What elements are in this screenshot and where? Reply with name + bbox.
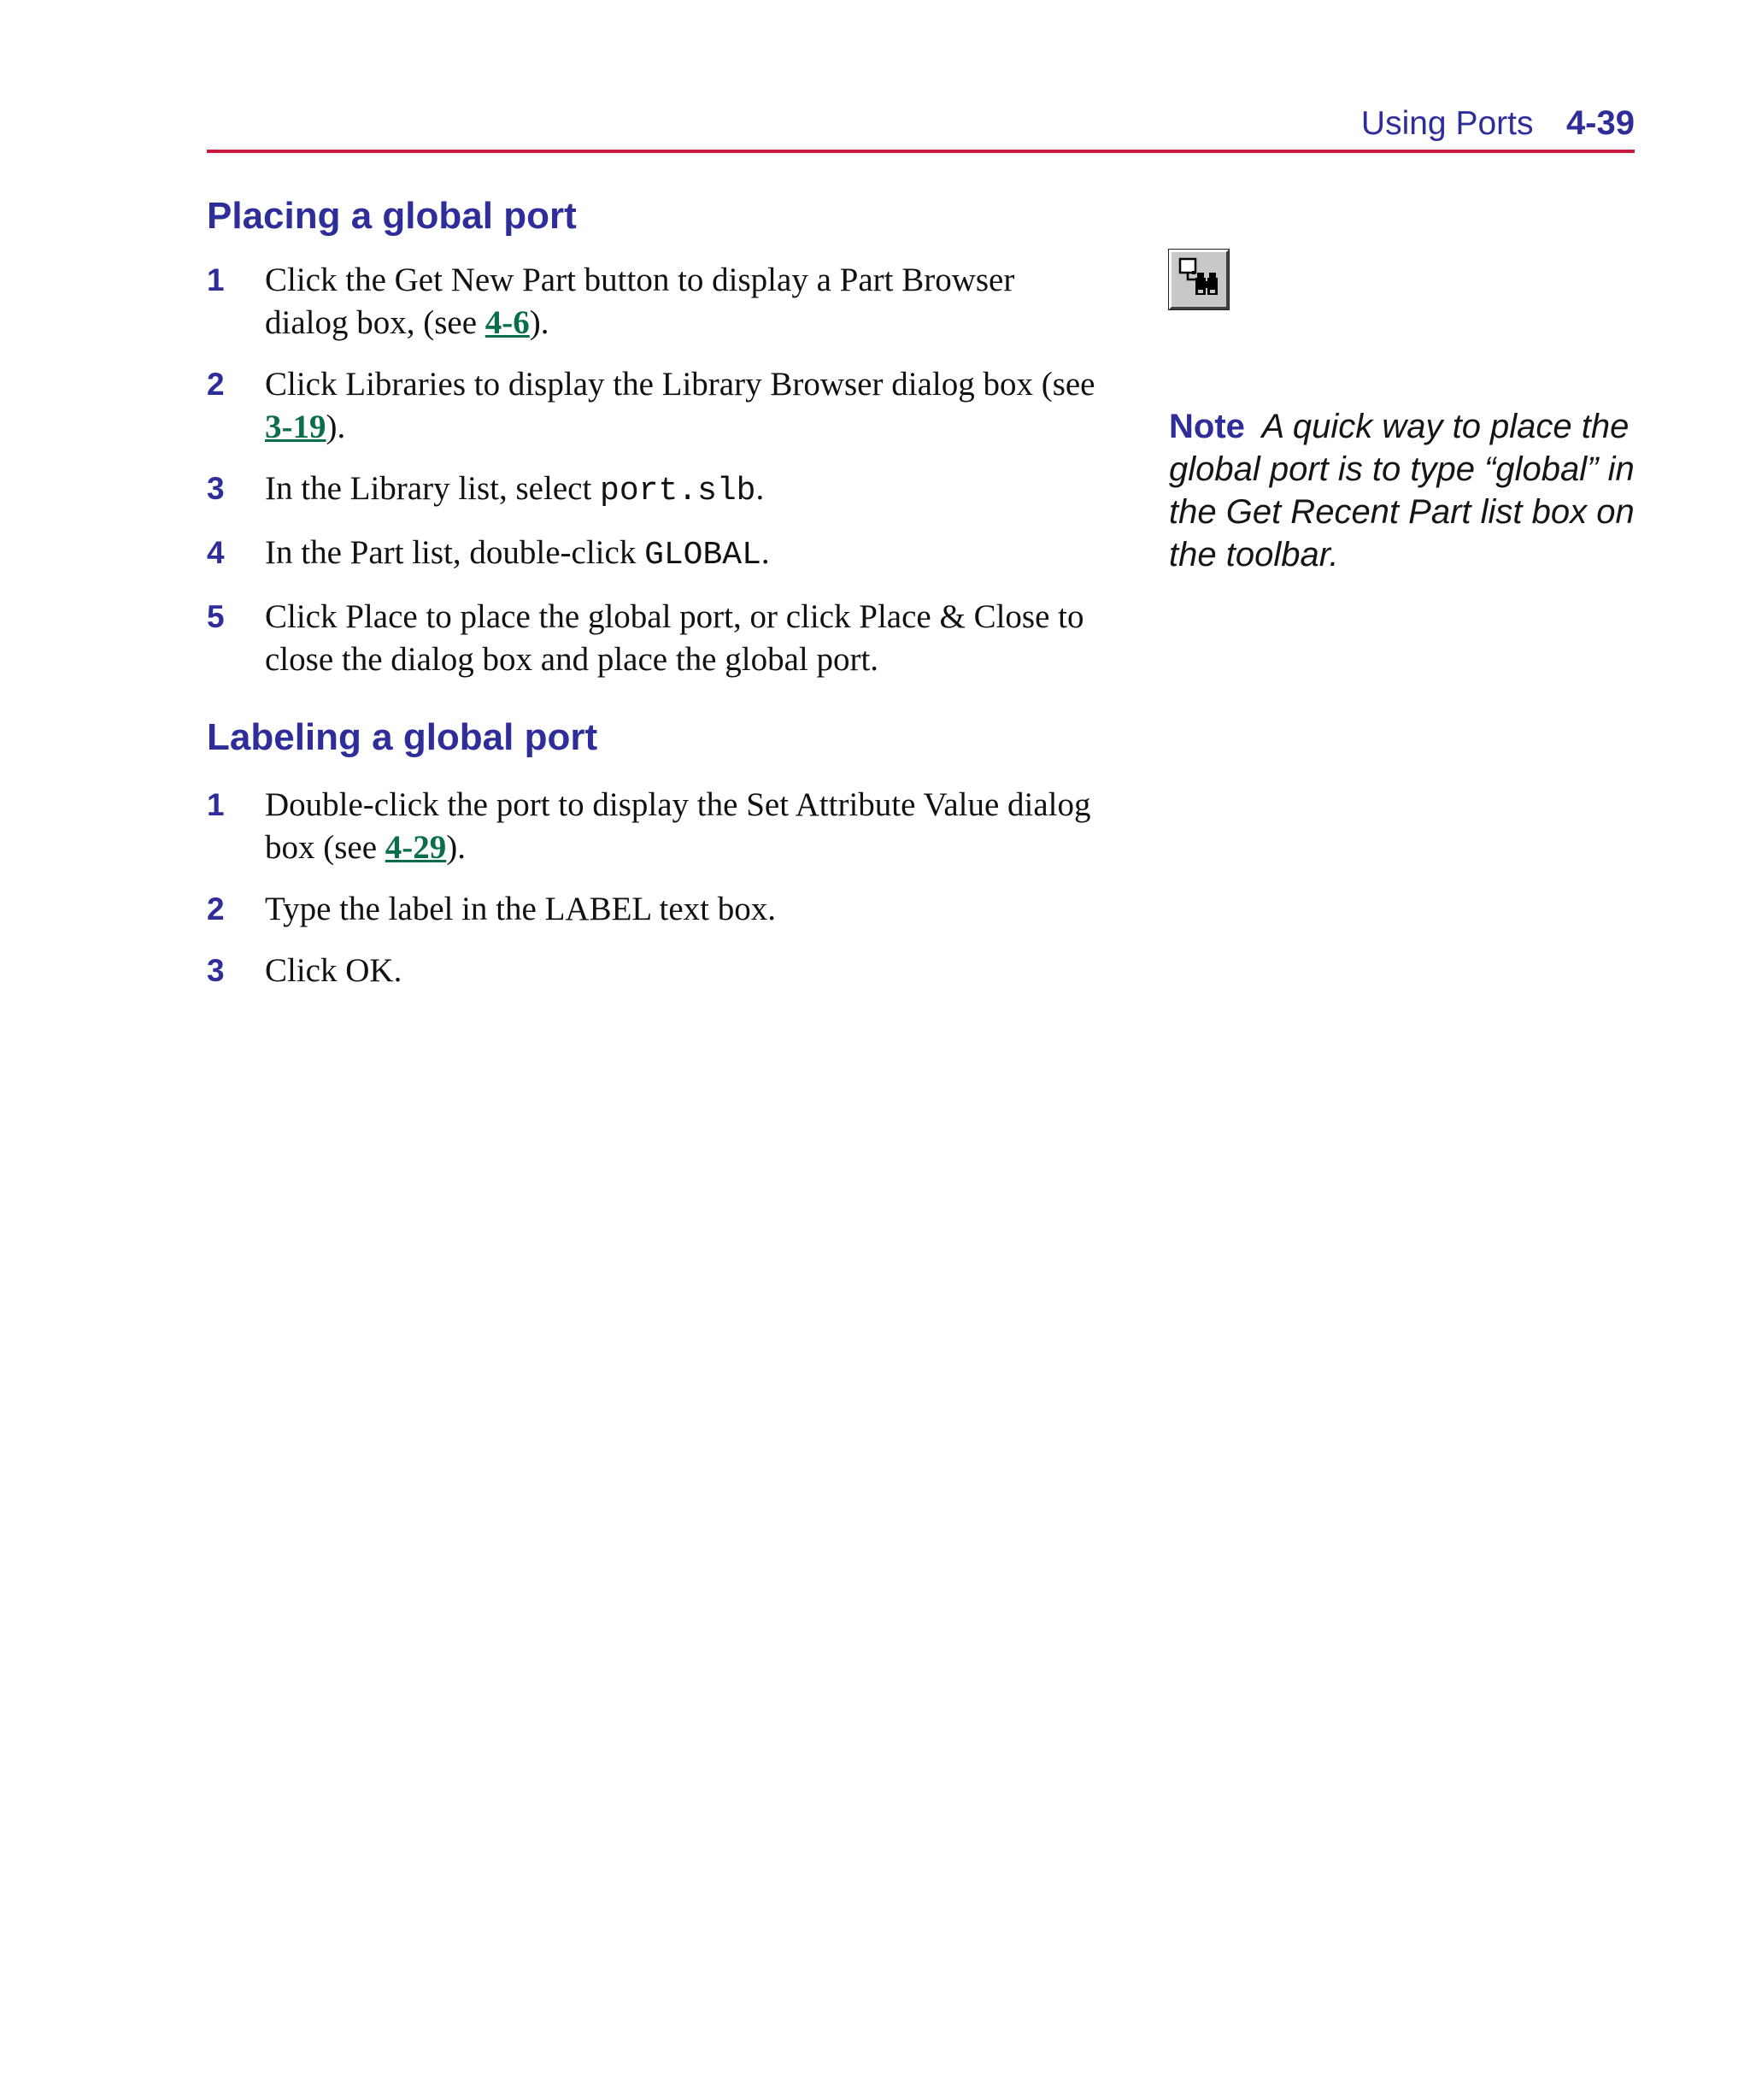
step-number: 4: [207, 535, 225, 570]
step-text-end: .: [760, 534, 770, 571]
cross-reference-link[interactable]: 3-19: [265, 409, 326, 445]
step-text-end: ).: [529, 304, 549, 341]
step-text: Click Libraries to display the Library Browser dialog box (see: [265, 366, 1095, 403]
header-rule: [207, 150, 1635, 153]
code-text: GLOBAL: [644, 537, 761, 574]
list-item: [207, 950, 1104, 992]
step-text-end: ).: [446, 829, 467, 866]
step-number: 1: [207, 787, 225, 822]
step-text: Click Place to place the global port, or click Place & Close to close the dialog box and place the global port.: [265, 598, 1084, 678]
step-text: In the Library list, select: [265, 470, 601, 507]
section-heading-placing: Placing a global port: [207, 195, 577, 237]
note-label: Note: [1169, 408, 1245, 445]
cross-reference-link[interactable]: 4-6: [484, 304, 530, 341]
page-number: 4-39: [1565, 104, 1635, 142]
cross-reference-link[interactable]: 4-29: [385, 829, 447, 866]
step-text: Click the Get New Part button to display a Part Browser dialog box, (see: [265, 262, 1015, 341]
placing-steps-list: [207, 259, 1104, 700]
running-header: [1361, 104, 1635, 143]
step-text: Click OK.: [265, 952, 402, 989]
step-text: Type the label in the LABEL text box.: [265, 891, 777, 927]
step-text: In the Part list, double-click: [265, 534, 645, 571]
list-item: [207, 888, 1104, 931]
list-item: [207, 363, 1104, 449]
note-text: A quick way to place the global port is to type “global” in the Get Recent Part list box on the toolbar.: [1169, 408, 1635, 574]
step-number: 5: [207, 599, 225, 634]
step-text-end: .: [755, 470, 765, 507]
list-item: [207, 596, 1104, 681]
list-item: [207, 784, 1104, 869]
step-number: 3: [207, 471, 225, 506]
header-section-title: Using Ports: [1360, 105, 1534, 142]
code-text: port.slb: [600, 473, 756, 509]
step-number: 1: [207, 262, 225, 297]
labeling-steps-list: [207, 784, 1104, 1011]
side-note: [1169, 405, 1647, 576]
step-text: Double-click the port to display the Set Attribute Value dialog box (see: [265, 786, 1091, 866]
step-number: 2: [207, 891, 225, 926]
get-new-part-icon-graphic: [1172, 252, 1226, 307]
step-text-end: ).: [326, 409, 346, 445]
step-number: 2: [207, 367, 225, 402]
section-heading-labeling: Labeling a global port: [207, 716, 598, 758]
step-number: 3: [207, 953, 225, 988]
get-new-part-icon: [1169, 250, 1229, 309]
list-item: [207, 468, 1104, 513]
list-item: [207, 532, 1104, 577]
list-item: [207, 259, 1104, 344]
